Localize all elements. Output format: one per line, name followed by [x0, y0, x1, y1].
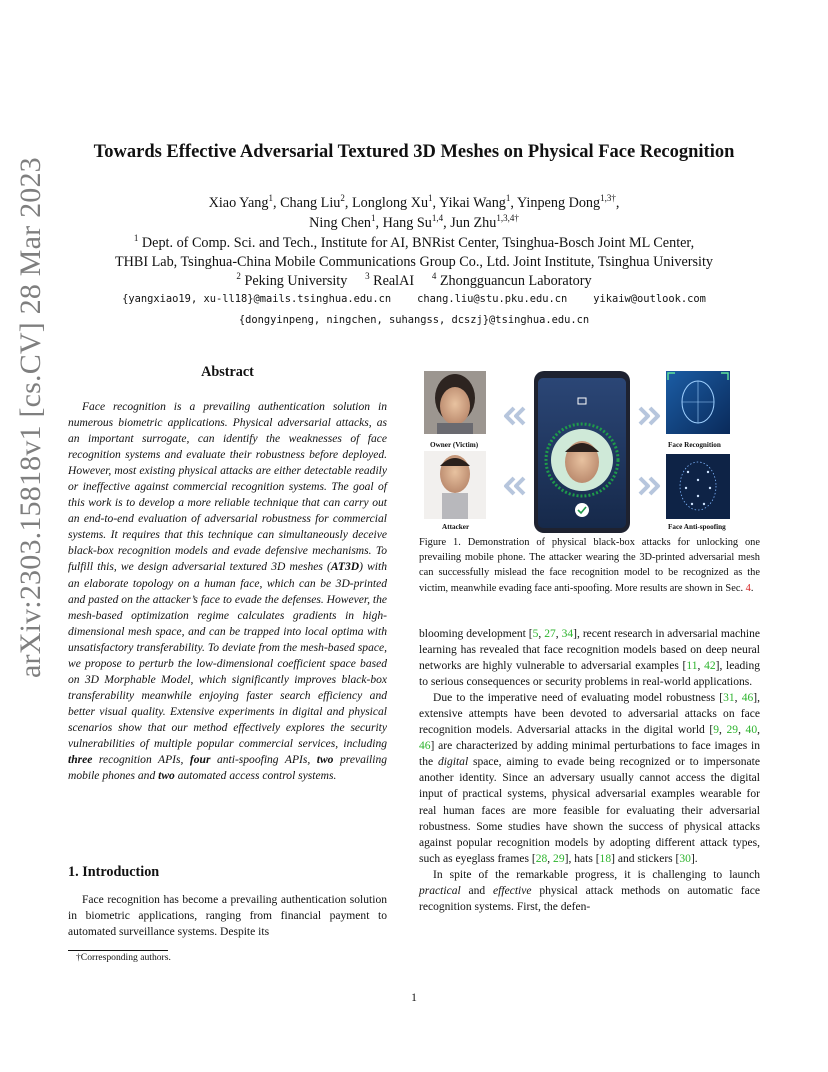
label-attacker: Attacker — [442, 523, 470, 531]
figure-1-caption: Figure 1. Demonstration of physical black-box attacks for unlocking one prevailing mobile phone. The attacker wearing the 3D-printed adversarial mesh can successfully mislead the face recognition model to be recognized as the victim, meanwhile evading face anti-spoofing. More results are shown in Sec. 4. — [419, 537, 760, 594]
phone-illustration — [534, 371, 630, 533]
right-arrows — [640, 408, 658, 494]
figure-1 — [418, 368, 760, 533]
paragraph-2: Due to the imperative need of evaluating model robustness [31, 46], extensive attempts have been devoted to adversarial attacks on face recognition models. Adversarial attacks in the digital world [9, 29, 40, 46] are characterized by adding minimal perturbations to face images in the digital space, aiming to evade being recognized or to impersonate another identity. Since an adversary usually cannot access the digital input of practical systems, physical adversarial examples wearable for real human faces are more feasible for evaluating their adversarial robustness. Some studies have shown the success of physical attacks against popular recognition models by adopting different attack types, such as eyeglass frames [28, 29], hats [18] and stickers [30]. — [419, 692, 760, 865]
label-anti-spoofing: Face Anti-spoofing — [668, 523, 726, 531]
paragraph-1: blooming development [5, 27, 34], recent research in adversarial machine learning has revealed that face recognition models based on deep neural networks are highly vulnerable to adversarial examples [11, 42], leading to serious consequences or security problems in real-world applications. — [419, 628, 761, 689]
email-group-tsinghua[interactable]: {yangxiao19, xu-ll18}@mails.tsinghua.edu.cn — [122, 293, 392, 305]
email-line-2[interactable]: {dongyinpeng, ningchen, suhangss, dcszj}@tsinghua.edu.cn — [238, 314, 590, 326]
paper-title: Towards Effective Adversarial Textured 3D Meshes on Physical Face Recognition — [93, 142, 735, 162]
affiliation-2: THBI Lab, Tsinghua-China Mobile Communications Group Co., Ltd. Joint Institute, Tsinghua University — [114, 254, 714, 270]
footnote: †Corresponding authors. — [76, 952, 171, 963]
attacker-photo — [424, 451, 486, 519]
page-number: 1 — [411, 992, 417, 1004]
owner-photo — [424, 371, 486, 434]
arxiv-identifier: arXiv:2303.15818v1 [cs.CV] 28 Mar 2023 — [14, 157, 47, 678]
affiliation-3: $^2$ Peking University $^3$ RealAI $^4$ Zhongguancun Laboratory — [236, 271, 592, 289]
introduction-body: Face recognition has become a prevailing authentication solution in biometric applications, ranging from financial payment to automated surveillance systems. Despite its — [68, 894, 387, 939]
email-line-1 — [0, 289, 828, 310]
paragraph-3: In spite of the remarkable progress, it is challenging to launch practical and effective physical attack methods on automatic face recognition systems. First, the defen- — [419, 868, 760, 913]
right-column-body — [419, 626, 760, 915]
author-list-2: Ning Chen$^1$, Hang Su$^{1,4}$, Jun Zhu$^{1,3,4\dagger}$ — [309, 213, 519, 231]
affiliation-1: $^1$ Dept. of Comp. Sci. and Tech., Institute for AI, BNRist Center, Tsinghua-Bosch Joint ML Center, — [133, 233, 695, 251]
author-list: Xiao Yang$^1$, Chang Liu$^2$, Longlong Xu$^1$, Yikai Wang$^1$, Yinpeng Dong$^{1,3\dagger}$, — [208, 193, 620, 211]
footnote-rule — [68, 950, 168, 951]
email-outlook[interactable]: yikaiw@outlook.com — [593, 293, 706, 305]
email-pku[interactable]: chang.liu@stu.pku.edu.cn — [417, 293, 568, 305]
figure-1-illustration — [418, 368, 760, 533]
abstract-heading: Abstract — [201, 364, 254, 380]
abstract-body: Face recognition is a prevailing authentication solution in numerous biometric applications. Physical adversarial attacks, as an important surrogate, can identify the weaknesses of face recognition systems and evaluate their robustness before deployed. However, most existing physical attacks are either detectable readily or ineffective against commercial recognition systems. The goal of this work is to develop a more reliable technique that can carry out an end-to-end evaluation of adversarial robustness for commercial systems. It requires that this technique can simultaneously deceive black-box recognition models and evade defensive mechanisms. To fulfill this, we design adversarial textured 3D meshes (AT3D) with an elaborate topology on a human face, which can be 3D-printed and pasted on the attacker’s face to evade the defenses. However, the mesh-based optimization regime calculates gradients in high-dimensional mesh space, and can be trapped into local optima with unsatisfactory transferability. To deviate from the mesh-based space, we propose to perturb the low-dimensional coefficient space based on 3D Morphable Model, which significantly improves black-box transferability meanwhile enjoying faster search efficiency and better visual quality. Extensive experiments in digital and physical scenarios show that our method effectively explores the security vulnerabilities of multiple popular commercial services, including three recognition APIs, four anti-spoofing APIs, two prevailing mobile phones and two automated access control systems. — [68, 401, 388, 783]
anti-spoofing-graphic — [666, 454, 730, 519]
face-recognition-graphic — [666, 371, 730, 434]
label-face-recognition: Face Recognition — [668, 441, 721, 449]
section-heading-introduction: 1. Introduction — [68, 864, 160, 880]
label-owner: Owner (Victim) — [430, 441, 479, 449]
left-arrows — [506, 408, 524, 494]
